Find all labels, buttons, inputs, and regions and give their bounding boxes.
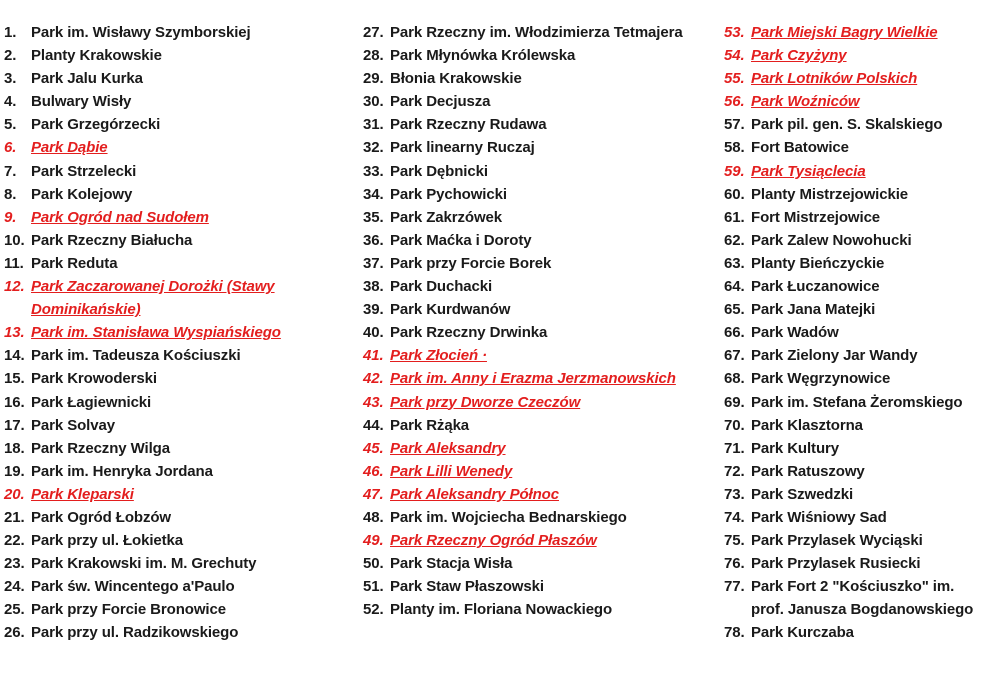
list-item [724, 414, 982, 437]
item-number: 15. [4, 370, 25, 388]
list-item [363, 344, 708, 367]
list-item [363, 275, 708, 298]
highlighted-park-name: Park Kleparski [31, 485, 134, 503]
highlighted-park-name: Park Czyżyny [751, 47, 847, 65]
item-number: 18. [4, 439, 25, 457]
highlighted-park-name: Park im. Stanisława Wyspiańskiego [31, 324, 281, 342]
list-item [4, 437, 349, 460]
item-number: 21. [4, 508, 25, 526]
park-name: Park Staw Płaszowski [390, 578, 544, 596]
park-name: Planty Bieńczyckie [751, 254, 885, 272]
item-number: 37. [363, 254, 384, 272]
list-item [363, 44, 708, 67]
list-item [724, 183, 982, 206]
item-number: 66. [724, 324, 745, 342]
list-item [724, 575, 982, 621]
park-name: Park Rzeczny Rudawa [390, 116, 547, 134]
item-number: 31. [363, 116, 384, 134]
item-number: 22. [4, 532, 25, 550]
list-item [724, 391, 982, 414]
highlighted-park-name: Park Złocień · [390, 347, 487, 365]
list-item [363, 483, 708, 506]
park-name: Park Wiśniowy Sad [751, 508, 887, 526]
park-name: Park Solvay [31, 416, 115, 434]
item-number: 75. [724, 532, 745, 550]
list-item [363, 391, 708, 414]
item-number: 59. [724, 162, 745, 180]
item-number: 74. [724, 508, 745, 526]
park-name: Park Kurczaba [751, 624, 854, 642]
item-number: 48. [363, 508, 384, 526]
park-name: Park Jalu Kurka [31, 70, 143, 88]
item-number: 39. [363, 301, 384, 319]
highlighted-park-name: Park Tysiąclecia [751, 162, 866, 180]
list-item [724, 160, 982, 183]
park-name: Park Kurdwanów [390, 301, 511, 319]
list-item [4, 44, 349, 67]
list-item [4, 183, 349, 206]
list-item [724, 44, 982, 67]
park-name: Park Reduta [31, 254, 118, 272]
park-name: Park im. Wojciecha Bednarskiego [390, 508, 627, 526]
park-name: Park Łagiewnicki [31, 393, 152, 411]
park-name: Fort Batowice [751, 139, 849, 157]
list-item [363, 136, 708, 159]
list-item [363, 67, 708, 90]
highlighted-park-name: Park Ogród nad Sudołem [31, 208, 209, 226]
list-item [724, 113, 982, 136]
park-name: Park Grzegórzecki [31, 116, 161, 134]
park-name: Park św. Wincentego a'Paulo [31, 578, 235, 596]
list-item [724, 460, 982, 483]
list-item [4, 552, 349, 575]
list-item [4, 575, 349, 598]
list-item [363, 183, 708, 206]
highlighted-park-name: Park przy Dworze Czeczów [390, 393, 581, 411]
item-number: 29. [363, 70, 384, 88]
park-name: Park linearny Ruczaj [390, 139, 535, 157]
item-number: 2. [4, 47, 17, 65]
item-number: 63. [724, 254, 745, 272]
item-number: 41. [363, 347, 384, 365]
park-name: Park Kolejowy [31, 185, 133, 203]
list-item [363, 90, 708, 113]
item-number: 68. [724, 370, 745, 388]
list-item [4, 160, 349, 183]
item-number: 49. [363, 532, 384, 550]
list-item [363, 598, 708, 621]
list-item [724, 298, 982, 321]
item-number: 20. [4, 485, 25, 503]
item-number: 72. [724, 462, 745, 480]
item-number: 33. [363, 162, 384, 180]
list-item [4, 344, 349, 367]
park-name: Park Dębnicki [390, 162, 488, 180]
item-number: 77. [724, 578, 745, 596]
item-number: 28. [363, 47, 384, 65]
item-number: 8. [4, 185, 17, 203]
list-item [724, 90, 982, 113]
item-number: 45. [363, 439, 384, 457]
list-item [363, 506, 708, 529]
highlighted-park-name: Park Lilli Wenedy [390, 462, 513, 480]
highlighted-park-name: Park Zaczarowanej Dorożki (Stawy Dominikańskie) [31, 278, 275, 319]
item-number: 67. [724, 347, 745, 365]
item-number: 27. [363, 24, 384, 41]
item-number: 16. [4, 393, 25, 411]
item-number: 69. [724, 393, 745, 411]
list-item [724, 275, 982, 298]
item-number: 26. [4, 624, 25, 642]
park-name: Park Rzeczny Wilga [31, 439, 170, 457]
list-item [4, 529, 349, 552]
list-item [363, 206, 708, 229]
park-name: Park Rzeczny Drwinka [390, 324, 548, 342]
item-number: 34. [363, 185, 384, 203]
park-name: Park im. Stefana Żeromskiego [751, 393, 963, 411]
list-item [4, 113, 349, 136]
item-number: 51. [363, 578, 384, 596]
park-name: Park Zielony Jar Wandy [751, 347, 918, 365]
park-list-column-3 [724, 21, 982, 645]
park-name: Planty Krakowskie [31, 47, 162, 65]
list-item [4, 414, 349, 437]
item-number: 23. [4, 555, 25, 573]
item-number: 12. [4, 278, 25, 296]
park-name: Park Ogród Łobzów [31, 508, 171, 526]
park-name: Park przy ul. Radzikowskiego [31, 624, 239, 642]
item-number: 30. [363, 93, 384, 111]
list-item [363, 529, 708, 552]
list-item [4, 367, 349, 390]
park-name: Park Duchacki [390, 278, 493, 296]
park-name: Park Szwedzki [751, 485, 854, 503]
list-item [724, 529, 982, 552]
list-item [363, 367, 708, 390]
item-number: 43. [363, 393, 384, 411]
list-item [363, 575, 708, 598]
list-item [4, 483, 349, 506]
list-item [724, 344, 982, 367]
list-item [4, 21, 349, 44]
item-number: 62. [724, 231, 745, 249]
park-name: Park Ratuszowy [751, 462, 865, 480]
highlighted-park-name: Park Miejski Bagry Wielkie [751, 24, 938, 41]
park-name: Park Rżąka [390, 416, 470, 434]
item-number: 71. [724, 439, 745, 457]
item-number: 38. [363, 278, 384, 296]
item-number: 50. [363, 555, 384, 573]
item-number: 14. [4, 347, 25, 365]
highlighted-park-name: Park Dąbie [31, 139, 108, 157]
item-number: 35. [363, 208, 384, 226]
park-name: Park pil. gen. S. Skalskiego [751, 116, 943, 134]
item-number: 11. [4, 254, 24, 272]
park-name: Planty Mistrzejowickie [751, 185, 909, 203]
list-item [363, 552, 708, 575]
park-name: Park Zalew Nowohucki [751, 231, 912, 249]
item-number: 40. [363, 324, 384, 342]
list-item [4, 206, 349, 229]
list-item [363, 414, 708, 437]
park-name: Park Pychowicki [390, 185, 507, 203]
item-number: 76. [724, 555, 745, 573]
park-name: Park przy ul. Łokietka [31, 532, 184, 550]
list-item [724, 21, 982, 44]
item-number: 4. [4, 93, 17, 111]
list-item [4, 136, 349, 159]
highlighted-park-name: Park Woźniców [751, 93, 860, 111]
park-list-column-2 [363, 21, 708, 621]
park-name: Park Zakrzówek [390, 208, 502, 226]
list-item [724, 67, 982, 90]
list-item [724, 552, 982, 575]
list-item [363, 21, 708, 44]
park-name: Park Krowoderski [31, 370, 157, 388]
list-item [363, 252, 708, 275]
park-name: Park Łuczanowice [751, 278, 880, 296]
park-name: Park Młynówka Królewska [390, 47, 576, 65]
item-number: 5. [4, 116, 17, 134]
highlighted-park-name: Park Rzeczny Ogród Płaszów [390, 532, 597, 550]
item-number: 46. [363, 462, 384, 480]
list-item [724, 136, 982, 159]
park-name: Bulwary Wisły [31, 93, 132, 111]
item-number: 3. [4, 70, 17, 88]
item-number: 57. [724, 116, 745, 134]
item-number: 24. [4, 578, 25, 596]
park-name: Park Rzeczny Białucha [31, 231, 193, 249]
list-item [724, 483, 982, 506]
park-name: Park im. Wisławy Szymborskiej [31, 24, 251, 41]
park-name: Park Fort 2 "Kościuszko" im. prof. Janusza Bogdanowskiego [751, 578, 974, 619]
park-name: Park przy Forcie Borek [390, 254, 552, 272]
list-item [363, 437, 708, 460]
list-item [4, 275, 349, 321]
item-number: 64. [724, 278, 745, 296]
list-item [363, 229, 708, 252]
park-name: Park im. Henryka Jordana [31, 462, 213, 480]
park-name: Park Kultury [751, 439, 839, 457]
park-name: Park Krakowski im. M. Grechuty [31, 555, 257, 573]
item-number: 55. [724, 70, 745, 88]
list-item [724, 506, 982, 529]
item-number: 73. [724, 485, 745, 503]
item-number: 60. [724, 185, 745, 203]
list-item [724, 229, 982, 252]
list-item [4, 321, 349, 344]
item-number: 7. [4, 162, 17, 180]
list-item [4, 460, 349, 483]
item-number: 44. [363, 416, 384, 434]
item-number: 32. [363, 139, 384, 157]
item-number: 54. [724, 47, 745, 65]
list-item [363, 321, 708, 344]
list-item [4, 598, 349, 621]
park-name: Park Jana Matejki [751, 301, 876, 319]
park-name: Park Wadów [751, 324, 839, 342]
item-number: 52. [363, 601, 384, 619]
list-item [4, 391, 349, 414]
highlighted-park-name: Park im. Anny i Erazma Jerzmanowskich [390, 370, 676, 388]
item-number: 1. [4, 24, 17, 41]
list-item [4, 506, 349, 529]
park-name: Park im. Tadeusza Kościuszki [31, 347, 241, 365]
list-item [363, 298, 708, 321]
list-item [4, 67, 349, 90]
item-number: 61. [724, 208, 745, 226]
park-name: Park Przylasek Wyciąski [751, 532, 923, 550]
item-number: 56. [724, 93, 745, 111]
highlighted-park-name: Park Aleksandry [390, 439, 506, 457]
list-item [363, 160, 708, 183]
park-name: Park Klasztorna [751, 416, 863, 434]
list-item [4, 621, 349, 644]
item-number: 53. [724, 24, 745, 41]
park-name: Park Strzelecki [31, 162, 137, 180]
item-number: 47. [363, 485, 384, 503]
item-number: 78. [724, 624, 745, 642]
park-name: Błonia Krakowskie [390, 70, 522, 88]
list-item [724, 437, 982, 460]
list-item [363, 460, 708, 483]
item-number: 6. [4, 139, 17, 157]
list-item [724, 206, 982, 229]
item-number: 70. [724, 416, 745, 434]
item-number: 17. [4, 416, 25, 434]
item-number: 25. [4, 601, 25, 619]
highlighted-park-name: Park Aleksandry Północ [390, 485, 559, 503]
park-name: Park przy Forcie Bronowice [31, 601, 226, 619]
park-name: Planty im. Floriana Nowackiego [390, 601, 613, 619]
highlighted-park-name: Park Lotników Polskich [751, 70, 918, 88]
park-name: Park Stacja Wisła [390, 555, 513, 573]
item-number: 42. [363, 370, 384, 388]
item-number: 36. [363, 231, 384, 249]
park-name: Park Węgrzynowice [751, 370, 891, 388]
list-item [4, 90, 349, 113]
park-name: Park Rzeczny im. Włodzimierza Tetmajera [390, 24, 683, 41]
list-item [363, 113, 708, 136]
item-number: 19. [4, 462, 25, 480]
item-number: 58. [724, 139, 745, 157]
list-item [724, 621, 982, 644]
list-item [724, 252, 982, 275]
park-name: Park Przylasek Rusiecki [751, 555, 921, 573]
park-list-column-1 [4, 21, 349, 645]
park-name: Park Maćka i Doroty [390, 231, 532, 249]
list-item [724, 321, 982, 344]
list-item [4, 252, 349, 275]
item-number: 65. [724, 301, 745, 319]
item-number: 13. [4, 324, 25, 342]
item-number: 10. [4, 231, 25, 249]
park-name: Park Decjusza [390, 93, 491, 111]
list-item [724, 367, 982, 390]
item-number: 9. [4, 208, 17, 226]
list-item [4, 229, 349, 252]
park-name: Fort Mistrzejowice [751, 208, 881, 226]
